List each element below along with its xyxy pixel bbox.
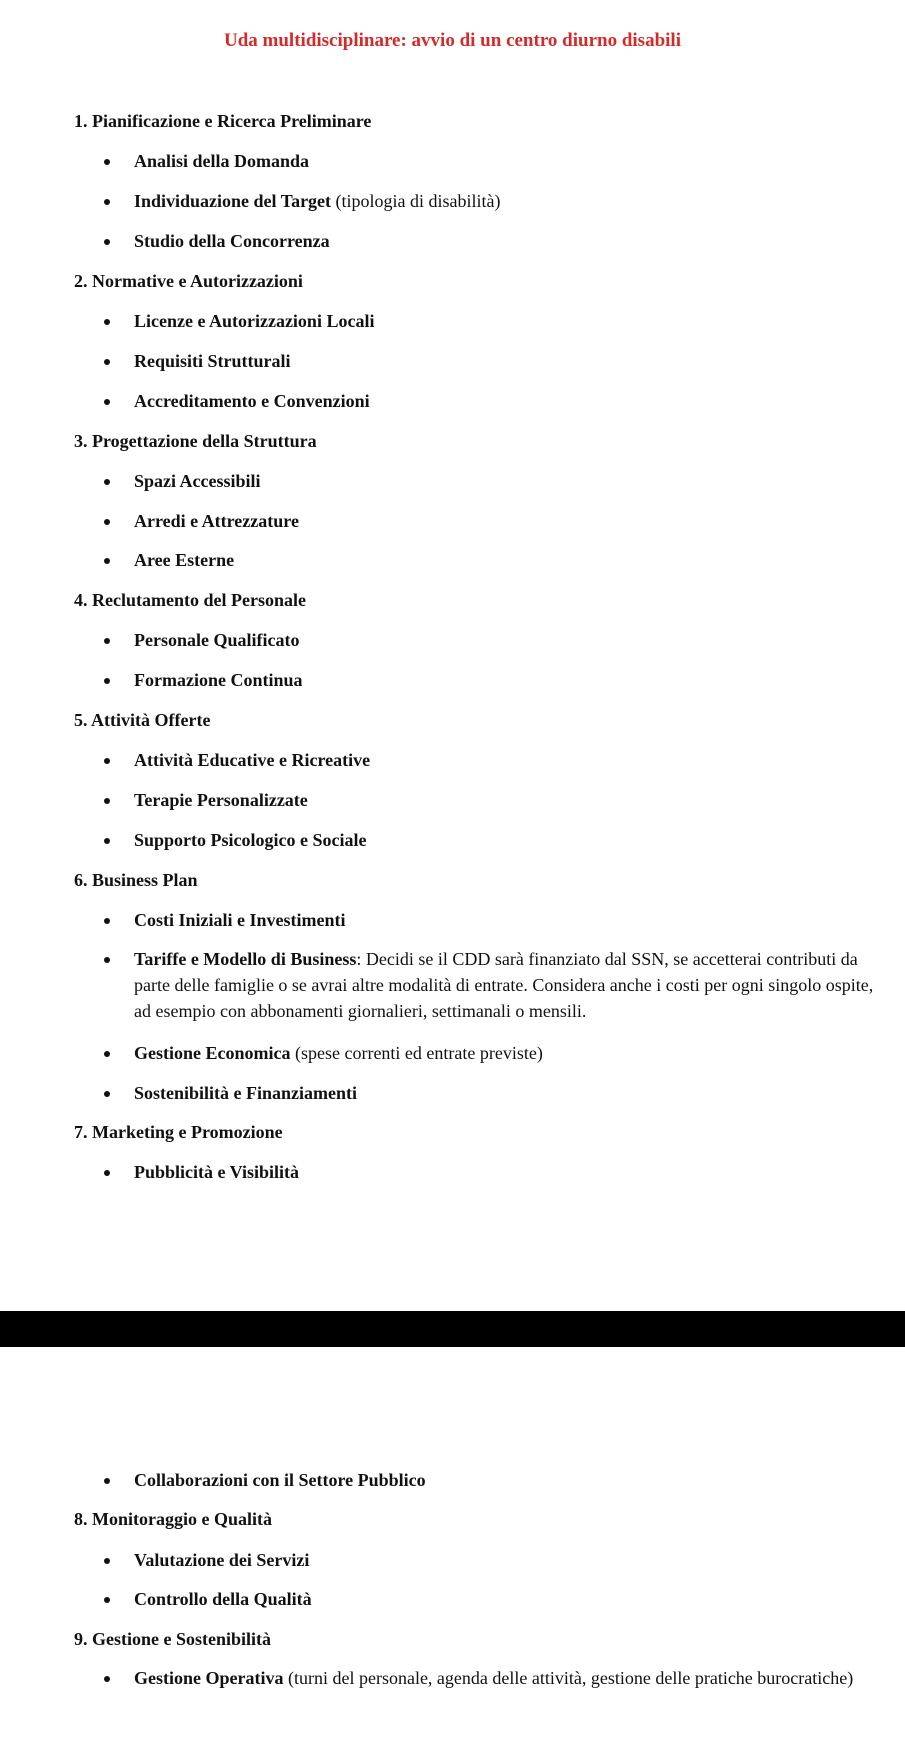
bullet-icon [104, 758, 110, 764]
bullet-icon [104, 918, 110, 924]
list-item: Controllo della Qualità [134, 1589, 312, 1609]
list-item: Individuazione del Target (tipologia di disabilità) [134, 191, 501, 211]
page-divider [0, 1311, 905, 1347]
section-heading: 3. Progettazione della Struttura [74, 431, 317, 451]
list-item: Formazione Continua [134, 670, 303, 690]
bullet-icon [104, 1558, 110, 1564]
list-item: Spazi Accessibili [134, 471, 261, 491]
list-item: Arredi e Attrezzature [134, 511, 299, 531]
bullet-icon [104, 359, 110, 365]
section-heading: 5. Attività Offerte [74, 710, 211, 730]
list-item: Supporto Psicologico e Sociale [134, 830, 367, 850]
list-item: Terapie Personalizzate [134, 790, 308, 810]
bullet-icon [104, 798, 110, 804]
list-item: Attività Educative e Ricreative [134, 750, 371, 770]
list-item: Sostenibilità e Finanziamenti [134, 1083, 358, 1103]
document-title: Uda multidisciplinare: avvio di un centro diurno disabili [224, 30, 681, 51]
bullet-icon [104, 838, 110, 844]
bullet-icon [104, 1170, 110, 1176]
bullet-icon [104, 199, 110, 205]
list-item: Pubblicità e Visibilità [134, 1162, 300, 1182]
section-heading: 4. Reclutamento del Personale [74, 590, 306, 610]
bullet-icon [104, 678, 110, 684]
bullet-icon [104, 479, 110, 485]
bullet-icon [104, 1051, 110, 1057]
list-item: Gestione Operativa (turni del personale, agenda delle attività, gestione delle pratiche burocratiche) [134, 1668, 854, 1688]
bullet-icon [104, 1597, 110, 1603]
list-item: Analisi della Domanda [134, 151, 310, 171]
list-item: Tariffe e Modello di Business: Decidi se il CDD sarà finanziato dal SSN, se accetterai contributi da parte delle famiglie o se avrai altre modalità di entrate. Considera anche i costi per ogni singolo ospite, ad esempio con abbonamenti giornalieri, settimanali o mensili. [134, 949, 874, 1021]
bullet-icon [104, 957, 110, 963]
list-item: Aree Esterne [134, 550, 235, 570]
bullet-icon [104, 558, 110, 564]
list-item: Collaborazioni con il Settore Pubblico [134, 1470, 426, 1490]
list-item: Gestione Economica (spese correnti ed entrate previste) [134, 1043, 543, 1063]
section-heading: 8. Monitoraggio e Qualità [74, 1509, 272, 1529]
bullet-icon [104, 519, 110, 525]
list-item: Costi Iniziali e Investimenti [134, 910, 346, 930]
section-heading: 2. Normative e Autorizzazioni [74, 271, 303, 291]
list-item: Personale Qualificato [134, 630, 300, 650]
section-heading: 6. Business Plan [74, 870, 198, 890]
bullet-icon [104, 319, 110, 325]
bullet-icon [104, 1676, 110, 1682]
bullet-icon [104, 638, 110, 644]
list-item: Valutazione dei Servizi [134, 1550, 310, 1570]
bullet-icon [104, 1478, 110, 1484]
bullet-icon [104, 239, 110, 245]
section-heading: 9. Gestione e Sostenibilità [74, 1629, 271, 1649]
section-heading: 1. Pianificazione e Ricerca Preliminare [74, 111, 372, 131]
bullet-icon [104, 1091, 110, 1097]
list-item: Licenze e Autorizzazioni Locali [134, 311, 375, 331]
list-item: Requisiti Strutturali [134, 351, 291, 371]
bullet-icon [104, 159, 110, 165]
section-heading: 7. Marketing e Promozione [74, 1122, 283, 1142]
list-item: Studio della Concorrenza [134, 231, 330, 251]
bullet-icon [104, 399, 110, 405]
list-item: Accreditamento e Convenzioni [134, 391, 370, 411]
